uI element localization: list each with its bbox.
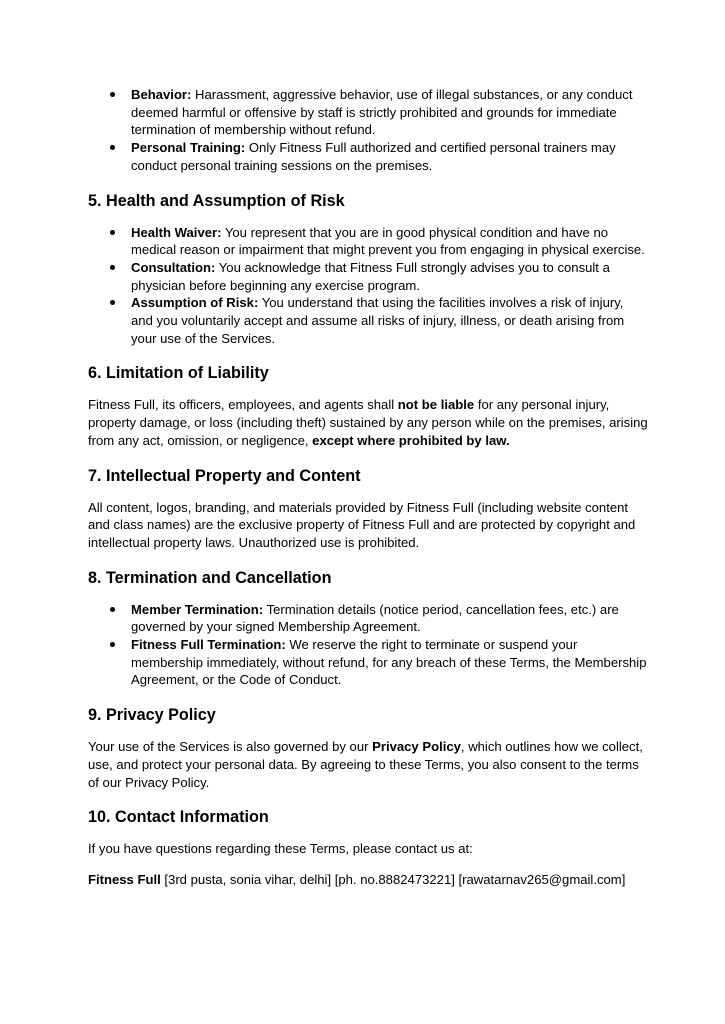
item-label: Health Waiver: <box>131 224 222 240</box>
item-text: Only Fitness Full authorized and certified personal trainers may conduct personal training sessions on the premises. <box>131 140 616 173</box>
bullet-icon <box>110 145 115 150</box>
health-list <box>88 224 648 348</box>
termination-list <box>88 601 648 690</box>
text: Your use of the Services is also governed by our <box>88 739 373 755</box>
item-text: We reserve the right to terminate or suspend your membership immediately, without refund, for any breach of these Terms, the Membership Agreement, or the Code of Conduct. <box>131 637 647 688</box>
item-label: Member Termination: <box>131 601 264 617</box>
section-heading-ip: 7. Intellectual Property and Content <box>88 466 361 485</box>
item-text: You acknowledge that Fitness Full strongly advises you to consult a physician before beginning any exercise program. <box>131 259 610 293</box>
item-text: Harassment, aggressive behavior, use of illegal substances, or any conduct deemed harmful or offensive by staff is strictly prohibited and grounds for immediate termination of membership without refund. <box>131 87 633 138</box>
bold-text: not be liable <box>397 397 475 413</box>
item-text: You represent that you are in good physical condition and have no medical reason or impairment that might prevent you from engaging in physical exercise. <box>131 224 645 258</box>
company-name: Fitness Full <box>88 871 161 887</box>
bullet-icon <box>110 642 115 647</box>
section-heading-contact: 10. Contact Information <box>88 808 269 827</box>
list-item <box>88 636 648 689</box>
bullet-icon <box>110 607 115 612</box>
bold-text: except where prohibited by law. <box>312 432 510 448</box>
text: Fitness Full, its officers, employees, and agents shall <box>88 397 398 413</box>
document-page <box>88 86 648 889</box>
section-heading-liability: 6. Limitation of Liability <box>88 364 269 383</box>
text: , which outlines how we collect, use, and protect your personal data. By agreeing to these Terms, you also consent to the terms of our Privacy Policy. <box>88 739 643 790</box>
item-label: Behavior: <box>131 87 192 102</box>
list-item <box>88 86 648 139</box>
section-heading-termination: 8. Termination and Cancellation <box>88 568 332 587</box>
bullet-icon <box>110 265 115 270</box>
privacy-paragraph <box>88 738 648 791</box>
list-item <box>88 224 648 259</box>
item-label: Consultation: <box>131 259 216 275</box>
contact-text: [3rd pusta, sonia vihar, delhi] [ph. no.8882473221] [rawatarnav265@gmail.com] <box>160 871 626 887</box>
ip-paragraph: All content, logos, branding, and materials provided by Fitness Full (including website content and class names) are the exclusive property of Fitness Full and are protected by copyright and intellectual property laws. Unauthorized use is prohibited. <box>88 499 636 550</box>
contact-details <box>88 871 648 889</box>
bold-text: Privacy Policy <box>372 739 461 755</box>
liability-paragraph <box>88 396 648 449</box>
item-label: Fitness Full Termination: <box>131 637 286 653</box>
conduct-list <box>88 86 648 175</box>
bullet-icon <box>110 92 115 97</box>
list-item <box>88 259 648 294</box>
text: for any personal injury, property damage, or loss (including theft) sustained by any person while on the premises, arising from any act, omission, or negligence, <box>88 397 648 448</box>
section-heading-privacy: 9. Privacy Policy <box>88 706 216 725</box>
item-label: Personal Training: <box>131 140 246 156</box>
bullet-icon <box>110 300 115 305</box>
section-heading-health: 5. Health and Assumption of Risk <box>88 191 345 210</box>
item-text: Termination details (notice period, cancellation fees, etc.) are governed by your signed Membership Agreement. <box>131 601 619 635</box>
bullet-icon <box>110 230 115 235</box>
list-item <box>88 294 648 347</box>
list-item <box>88 139 648 174</box>
list-item <box>88 601 648 636</box>
item-label: Assumption of Risk: <box>131 295 259 311</box>
item-text: You understand that using the facilities involves a risk of injury, and you voluntarily accept and assume all risks of injury, illness, or death arising from your use of the Services. <box>131 295 625 346</box>
contact-intro: If you have questions regarding these Terms, please contact us at: <box>88 841 473 857</box>
